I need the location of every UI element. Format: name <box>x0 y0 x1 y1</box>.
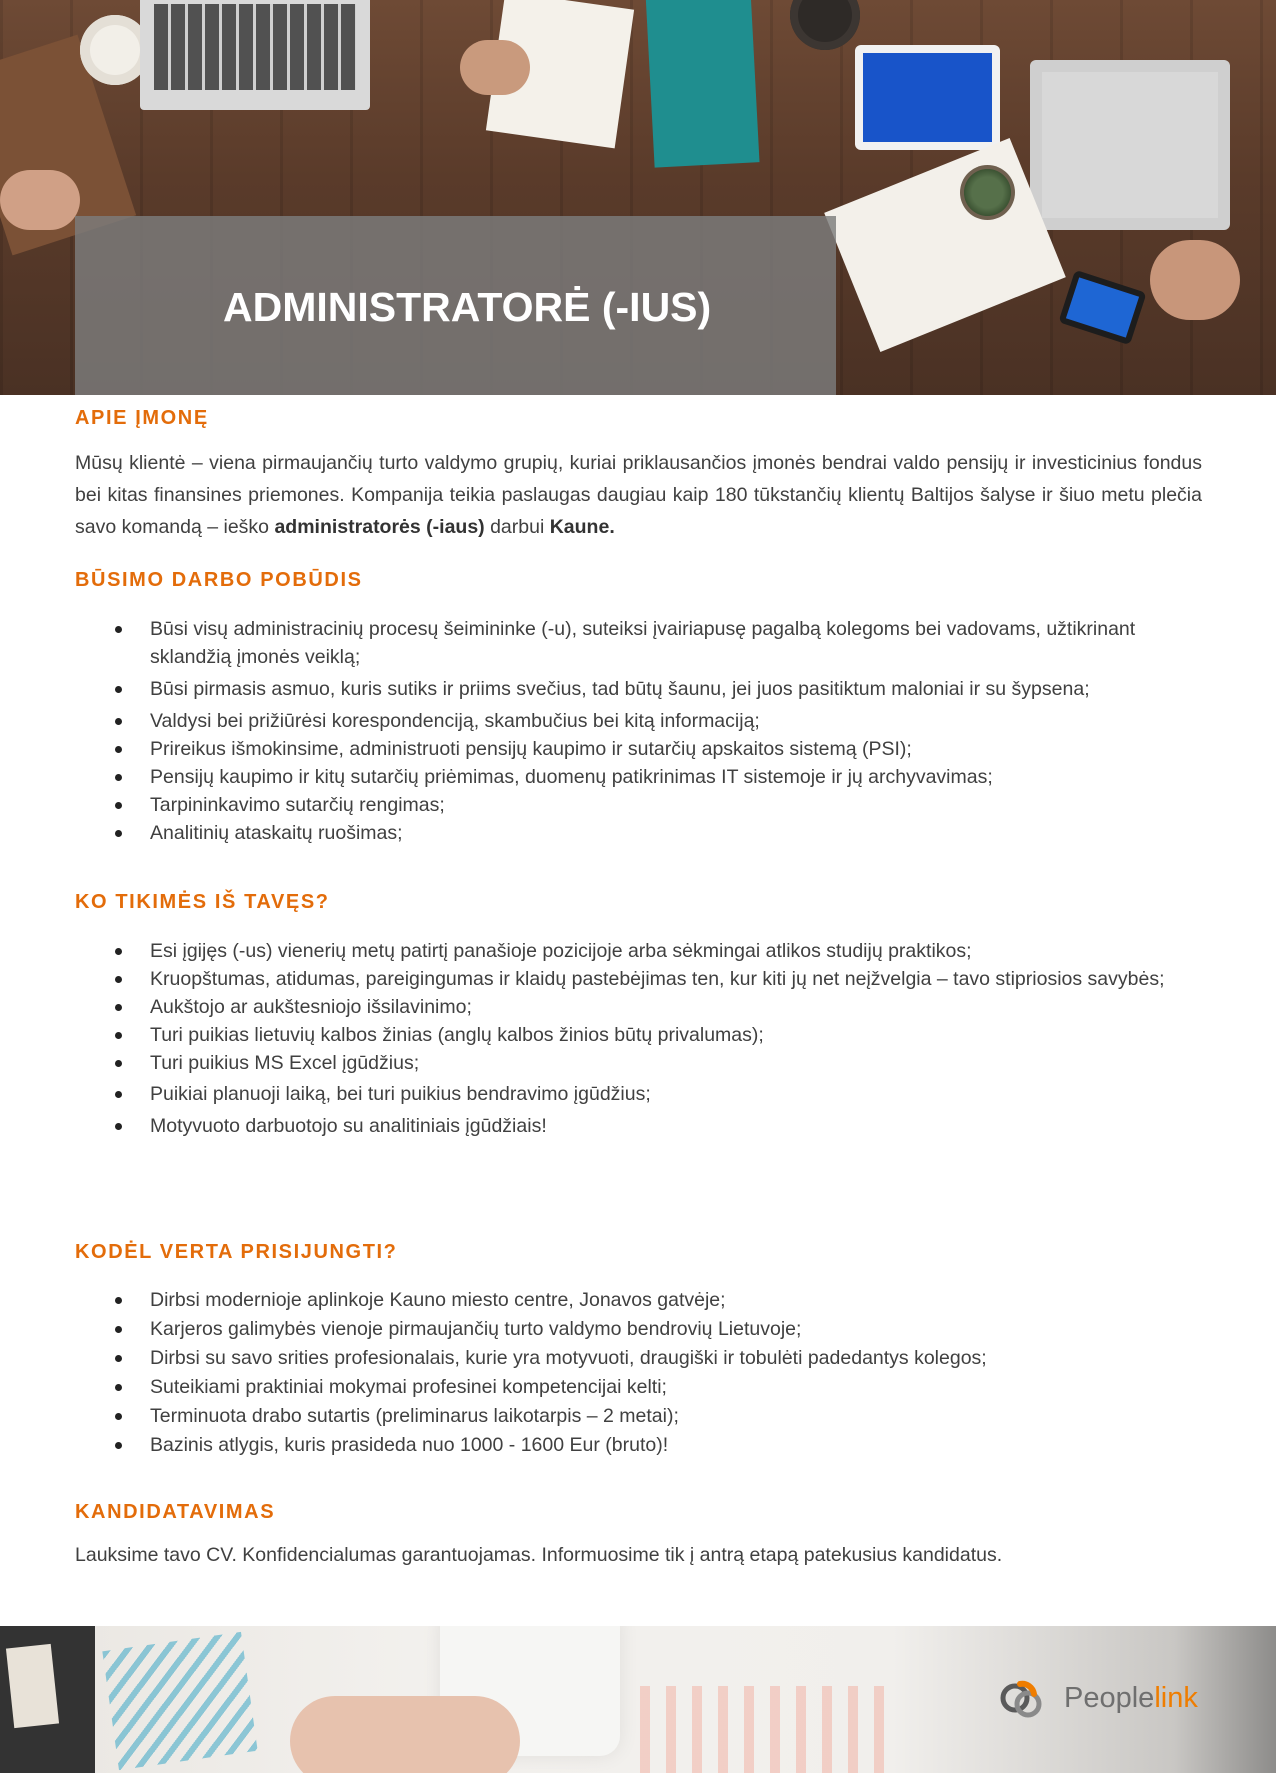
list-item-text: Prireikus išmokinsime, administruoti pensijų kaupimo ir sutarčių apskaitos sistemą (PSI); <box>150 738 912 760</box>
hand-image <box>290 1696 520 1773</box>
list-item-text: Bazinis atlygis, kuris prasideda nuo 1000 - 1600 Eur (bruto)! <box>150 1434 669 1456</box>
section-expect <box>75 891 1202 1140</box>
bullet-icon <box>115 1032 122 1039</box>
bullet-icon <box>115 1060 122 1067</box>
position-name: administratorės (-iaus) <box>274 516 485 538</box>
list-item <box>75 791 1202 819</box>
card-image <box>6 1644 59 1728</box>
section-why <box>75 1241 1202 1459</box>
phone-image <box>1058 270 1146 345</box>
section-heading: APIE ĮMONĘ <box>75 407 209 429</box>
why-list <box>75 1286 1202 1459</box>
list-item-text: Puikiai planuoji laiką, bei turi puikius bendravimo įgūdžius; <box>150 1083 651 1105</box>
list-item <box>75 763 1202 791</box>
bullet-icon <box>115 1355 122 1362</box>
list-item <box>75 1344 1202 1372</box>
list-item <box>75 819 1202 847</box>
logo-text-accent: link <box>1154 1682 1198 1714</box>
logo-text <box>1064 1682 1198 1715</box>
coffee-mug-image <box>790 0 860 50</box>
list-item <box>75 707 1202 735</box>
bullet-icon <box>115 686 122 693</box>
list-item <box>75 735 1202 763</box>
list-item <box>75 965 1202 993</box>
list-item <box>75 1315 1202 1343</box>
list-item-text: Esi įgijęs (-us) vienerių metų patirtį panašioje pozicijoje arba sėkmingai atlikos studijų praktikos; <box>150 940 972 962</box>
list-item <box>75 1286 1202 1314</box>
list-item <box>75 937 1202 965</box>
list-item-text: Valdysi bei prižiūrėsi korespondenciją, skambučius bei kitą informaciją; <box>150 710 760 732</box>
section-heading: BŪSIMO DARBO POBŪDIS <box>75 569 363 591</box>
list-item-text: Kruopštumas, atidumas, pareigingumas ir klaidų pastebėjimas ten, kur kiti jų net neįžvelgia – tavo stipriosios savybės; <box>150 968 1165 990</box>
list-item-text: Terminuota drabo sutartis (preliminarus laikotarpis – 2 metai); <box>150 1405 679 1427</box>
list-item-text: Dirbsi modernioje aplinkoje Kauno miesto centre, Jonavos gatvėje; <box>150 1289 726 1311</box>
bullet-icon <box>115 830 122 837</box>
list-item <box>75 1112 1202 1140</box>
bullet-icon <box>115 1384 122 1391</box>
bullet-icon <box>115 1004 122 1011</box>
title-panel <box>75 216 836 395</box>
list-item <box>75 1373 1202 1401</box>
laptop-image <box>140 0 370 110</box>
about-text: darbui <box>484 516 550 538</box>
list-item <box>75 1402 1202 1430</box>
work-list <box>75 615 1202 847</box>
apply-paragraph: Lauksime tavo CV. Konfidencialumas garantuojamas. Informuosime tik į antrą etapą patekusius kandidatus. <box>75 1544 1003 1566</box>
section-heading: KANDIDATAVIMAS <box>75 1501 276 1523</box>
hand-image <box>0 170 80 230</box>
list-item-text: Turi puikius MS Excel įgūdžius; <box>150 1052 420 1074</box>
bullet-icon <box>115 1297 122 1304</box>
list-item-text: Karjeros galimybės vienoje pirmaujančių turto valdymo bendrovių Lietuvoje; <box>150 1318 802 1340</box>
list-item-text: Dirbsi su savo srities profesionalais, kurie yra motyvuoti, draugiški ir tobulėti padedantys kolegos; <box>150 1347 987 1369</box>
section-heading: KO TIKIMĖS IŠ TAVĘS? <box>75 891 330 913</box>
logo-mark-icon <box>998 1676 1046 1724</box>
about-paragraph <box>75 447 1202 543</box>
list-item <box>75 1431 1202 1459</box>
book-image <box>645 0 759 168</box>
bullet-icon <box>115 1442 122 1449</box>
list-item-text: Pensijų kaupimo ir kitų sutarčių priėmimas, duomenų patikrinimas IT sistemoje ir jų archyvavimas; <box>150 766 993 788</box>
list-item-text: Motyvuoto darbuotojo su analitiniais įgūdžiais! <box>150 1115 547 1137</box>
bullet-icon <box>115 746 122 753</box>
page-title: ADMINISTRATORĖ (-IUS) <box>223 284 712 330</box>
bullet-icon <box>115 626 122 633</box>
section-work <box>75 569 1202 847</box>
expect-list <box>75 937 1202 1140</box>
list-item-text: Aukštojo ar aukštesniojo išsilavinimo; <box>150 996 472 1018</box>
bullet-icon <box>115 1413 122 1420</box>
list-item <box>75 1080 1202 1108</box>
list-item <box>75 1049 1202 1077</box>
list-item-text: Būsi pirmasis asmuo, kuris sutiks ir priims svečius, tad būtų šaunu, jei juos pasitiktum maloniai ir su šypsena; <box>150 678 1090 700</box>
peoplelink-logo <box>998 1676 1198 1724</box>
city-name: Kaune. <box>549 516 615 538</box>
logo-text-main: People <box>1064 1682 1155 1714</box>
printed-chart-image <box>102 1632 257 1770</box>
list-item-text: Analitinių ataskaitų ruošimas; <box>150 822 403 844</box>
list-item-text: Tarpininkavimo sutarčių rengimas; <box>150 794 445 816</box>
laptop-image <box>1030 60 1230 230</box>
bullet-icon <box>115 1091 122 1098</box>
bullet-icon <box>115 774 122 781</box>
section-apply <box>75 1501 1202 1571</box>
hand-image <box>460 40 530 95</box>
bullet-icon <box>115 802 122 809</box>
tablet-image <box>855 45 1000 150</box>
printed-chart-image <box>640 1686 900 1773</box>
list-item <box>75 1021 1202 1049</box>
section-heading: KODĖL VERTA PRISIJUNGTI? <box>75 1241 398 1263</box>
list-item <box>75 615 1202 671</box>
list-item-text: Turi puikias lietuvių kalbos žinias (anglų kalbos žinios būtų privalumas); <box>150 1024 764 1046</box>
bullet-icon <box>115 976 122 983</box>
section-about <box>75 407 1202 543</box>
list-item <box>75 675 1202 703</box>
bullet-icon <box>115 1123 122 1130</box>
hand-image <box>1150 240 1240 320</box>
header-photo <box>0 0 1276 395</box>
plant-image <box>960 165 1015 220</box>
bullet-icon <box>115 718 122 725</box>
list-item-text: Suteikiami praktiniai mokymai profesinei kompetencijai kelti; <box>150 1376 667 1398</box>
about-text: Mūsų klientė – viena pirmaujančių turto valdymo grupių, kuriai priklausančios įmonės bendrai valdo pensijų ir investicinius fondus bei kitas finansines priemones. Kompanija teikia paslaugas daugiau kaip 180 tūkstančių klientų Baltijos šalyse ir šiuo metu plečia savo komandą – ieško <box>75 452 1202 538</box>
list-item-text: Būsi visų administracinių procesų šeimininke (-u), suteiksi įvairiapusę pagalbą kolegoms bei vadovams, užtikrinant sklandžią įmonės veiklą; <box>150 618 1136 668</box>
bullet-icon <box>115 1326 122 1333</box>
list-item <box>75 993 1202 1021</box>
bullet-icon <box>115 948 122 955</box>
